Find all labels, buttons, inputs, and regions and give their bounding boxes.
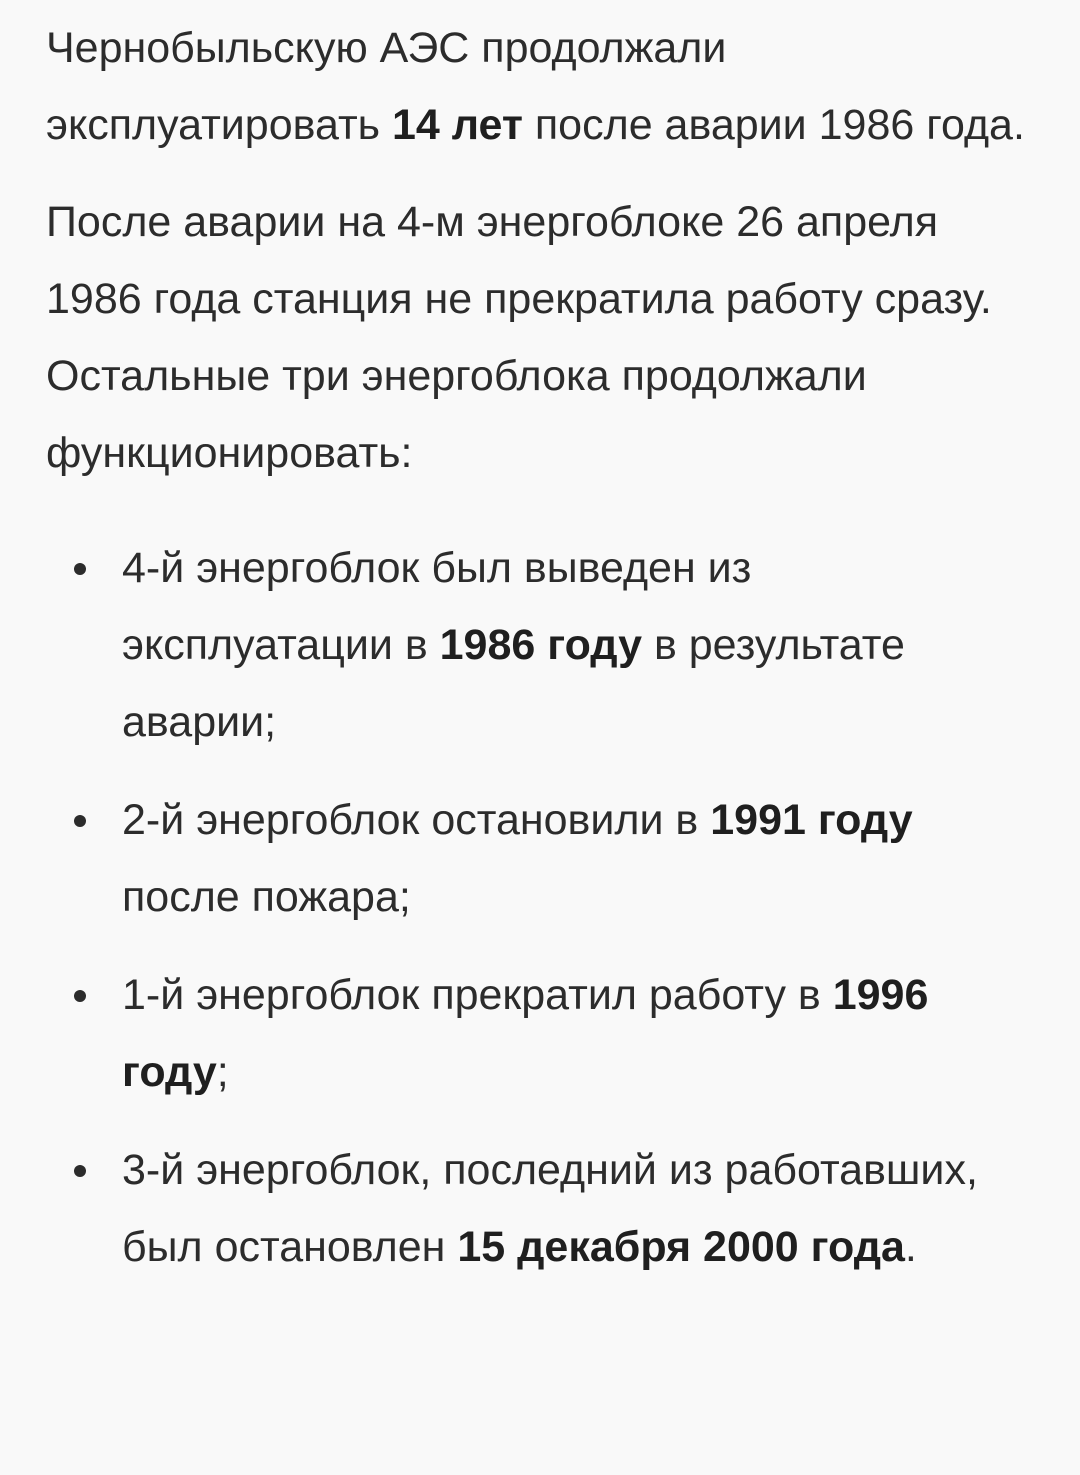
bullet-icon xyxy=(74,1165,86,1177)
intro-paragraph xyxy=(46,10,1034,164)
list-item xyxy=(122,1132,1034,1286)
bullet-icon xyxy=(74,990,86,1002)
intro-highlight: 14 лет xyxy=(392,101,523,149)
list-item-text-end: ; xyxy=(216,1048,229,1096)
list-item-text-end: . xyxy=(904,1223,917,1271)
list-item xyxy=(122,957,1034,1111)
list-item-text: 1-й энергоблок прекратил работу в xyxy=(122,971,833,1019)
list-item xyxy=(122,782,1034,936)
list-item-text-end: после пожара; xyxy=(122,873,411,921)
intro-text: Чернобыльскую АЭС продолжали эксплуатировать xyxy=(46,24,727,149)
list-item-highlight: 1991 году xyxy=(710,796,913,844)
bullet-icon xyxy=(74,815,86,827)
list-item-text: 3-й энергоблок, последний из работавших, был остановлен xyxy=(122,1146,978,1271)
context-paragraph: После аварии на 4-м энергоблоке 26 апреля 1986 года станция не прекратила работу сразу. Остальные три энергоблока продолжали функционировать: xyxy=(46,198,992,477)
list-item-highlight: 1986 году xyxy=(439,621,643,669)
list-item-highlight: 15 декабря 2000 года xyxy=(457,1223,905,1271)
reactor-list xyxy=(46,530,1034,1286)
list-item-text-end: в результате аварии; xyxy=(122,621,905,746)
list-item xyxy=(122,530,1034,761)
list-item-text: 4-й энергоблок был выведен из эксплуатации в xyxy=(122,544,752,669)
bullet-icon xyxy=(74,563,86,575)
list-item-text: 2-й энергоблок остановили в xyxy=(122,796,711,844)
intro-text-end: после аварии 1986 года. xyxy=(522,101,1025,149)
list-item-highlight: 1996 году xyxy=(122,971,929,1096)
